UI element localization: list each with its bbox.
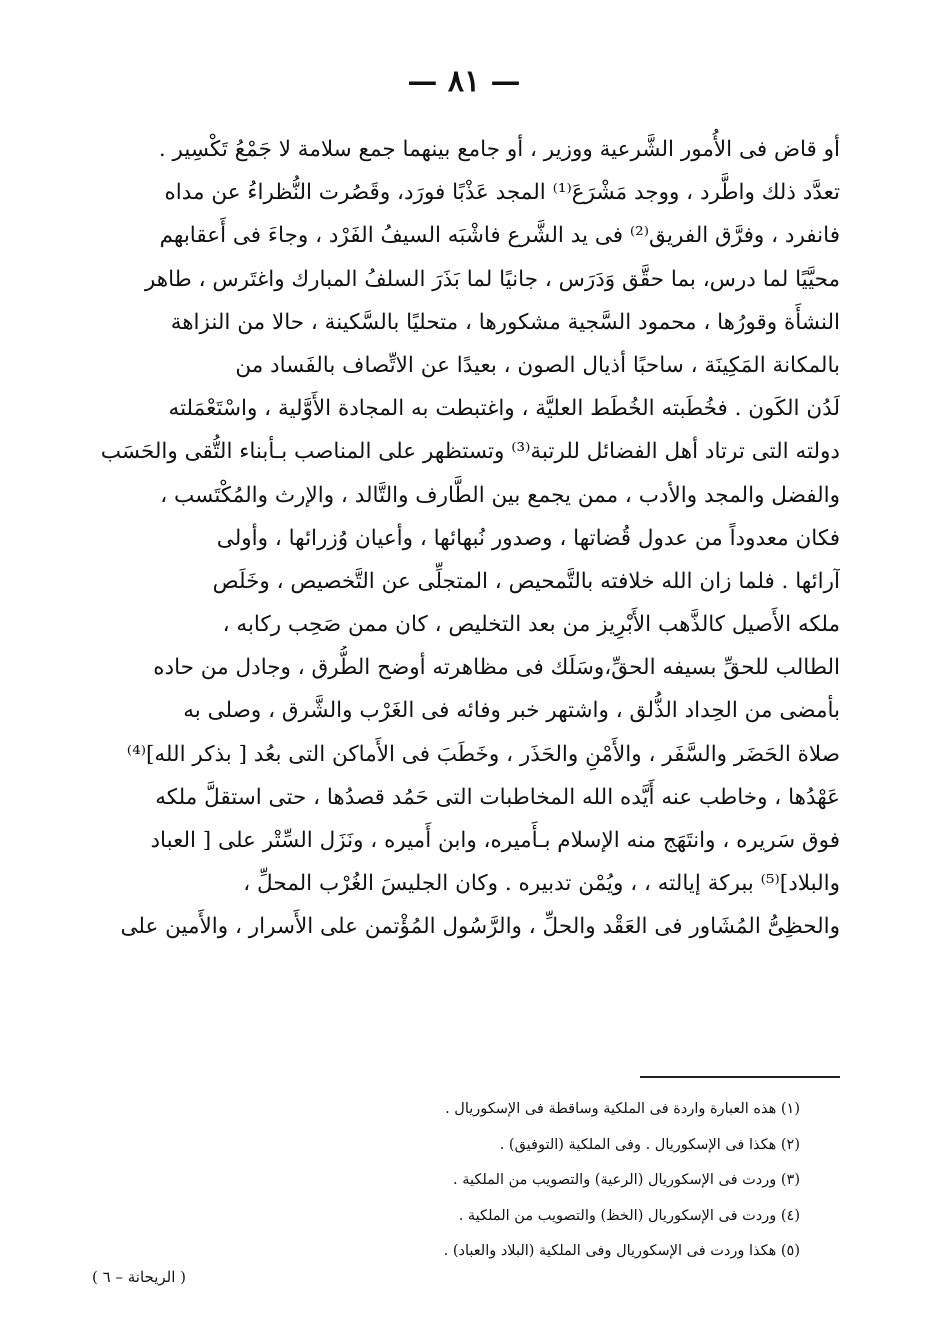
printer-signature: ( الريحانة – ٦ )	[92, 1268, 187, 1286]
page-number: — ٨١ —	[407, 64, 521, 99]
text-line: فوق سَريره ، وانتَهَج منه الإسلام بـأَميره، وابن أَميره ، ونَزَل السِّتْر على [ العباد	[150, 828, 840, 853]
text-line: فكان معدوداً من عدول قُضاتها ، وصدور نُبهائها ، وأعيان وُزرائها ، وأولى	[216, 525, 840, 551]
footnote: (١) هذه العبارة واردة فى الملكية وساقطة فى الإسكوريال .	[445, 1101, 800, 1117]
footnote: (٥) هكذا وردت فى الإسكوريال وفى الملكية (البلاد والعباد) .	[443, 1243, 800, 1259]
text-line: دولته التى ترتاد أهل الفضائل للرتبة⁽³⁾ وتستظهر على المناصب بـأبناء التُّقى والحَسَب	[100, 439, 840, 465]
text-line: بالمكانة المَكِينَة ، ساحبًا أذيال الصون ، بعيدًا عن الاتِّصاف بالفَساد من	[235, 352, 840, 378]
text-line: آرائها . فلما زان الله خلافته بالتَّمحيص ، المتجلِّى عن التَّخصيص ، وخَلَص	[212, 568, 840, 594]
text-line: والحظِىُّ المُشَاور فى العَقْد والحلِّ ، والرَّسُول المُؤْتمن على الأَسرار ، والأَمين على	[120, 914, 840, 940]
text-line: الطالب للحقِّ بسيفه الحقِّ،وسَلَك فى مظاهرته أوضح الطُّرق ، وجادل من حاده	[153, 655, 840, 681]
text-line: تعدَّد ذلك واطَّرد ، ووجد مَشْرَعَ⁽¹⁾ المجد عَذْبًا فورَد، وقَصُرت النُّظراءُ عن مداه	[164, 180, 840, 206]
text-line: بأمضى من الحِداد الذُّلق ، واشتهر خبر وفائه فى الغَرْب والشَّرق ، وصلى به	[183, 698, 840, 724]
footnotes	[300, 1092, 800, 1270]
text-line: فانفرد ، وفرَّق الفريق⁽²⁾ فى يد الشَّرع فاشْبَه السيفُ الفَرْد ، وجاءَ فى أَعقابهم	[159, 223, 840, 249]
text-line: ملكه الأَصيل كالذَّهب الأَبْرِيز من بعد التخليص ، كان ممن صَحِب ركابه ،	[222, 612, 840, 638]
text-line: صلاة الحَضَر والسَّفَر ، والأَمْنِ والحَذَر ، وخَطَبَ فى الأَماكن التى بعُد [ بذكر الله]⁽⁴⁾	[126, 741, 840, 767]
footnote: (٢) هكذا فى الإسكوريال . وفى الملكية (التوفيق) .	[499, 1136, 800, 1153]
text-line: عَهْدُها ، وخاطب عنه أَيَّده الله المخاطبات التى حَمُد قصدُها ، حتى استقلَّ ملكه	[155, 784, 840, 810]
body-text	[100, 128, 840, 949]
text-line: والفضل والمجد والأدب ، ممن يجمع بين الطَّارف والتَّالد ، والإرث والمُكْتَسب ،	[160, 482, 840, 508]
text-line: النشأَة وقورُها ، محمود السَّجية مشكورها ، متحليًا بالسَّكينة ، حالا من النزاهة	[170, 309, 840, 335]
footnote: (٤) وردت فى الإسكوريال (الخظ) والتصويب من الملكية .	[458, 1207, 800, 1224]
footnote-divider	[640, 1076, 840, 1078]
footnote: (٣) وردت فى الإسكوريال (الرعية) والتصويب من الملكية .	[453, 1172, 800, 1188]
text-line: والبلاد]⁽⁵⁾ ببركة إيالته ، ، ويُمْن تدبيره . وكان الجليسَ الغُرْب المحلِّ ،	[243, 871, 840, 897]
text-line: لَدُن الكَون . فخُطَبته الخُطَط العليَّة ، واغتبطت به المجادة الأَوَّلية ، واسْتَعْمَلته	[168, 396, 840, 422]
text-line: أو قاض فى الأُمور الشَّرعية ووزير ، أو جامع بينهما جمع سلامة لا جَمْعُ تَكْسِير .	[158, 137, 840, 162]
text-line: محيَّيًا لما درس، بما حقَّق وَدَرَس ، جانيًا لما بَذَرَ السلفُ المبارك واغتَرس ، طاهر	[144, 266, 840, 292]
